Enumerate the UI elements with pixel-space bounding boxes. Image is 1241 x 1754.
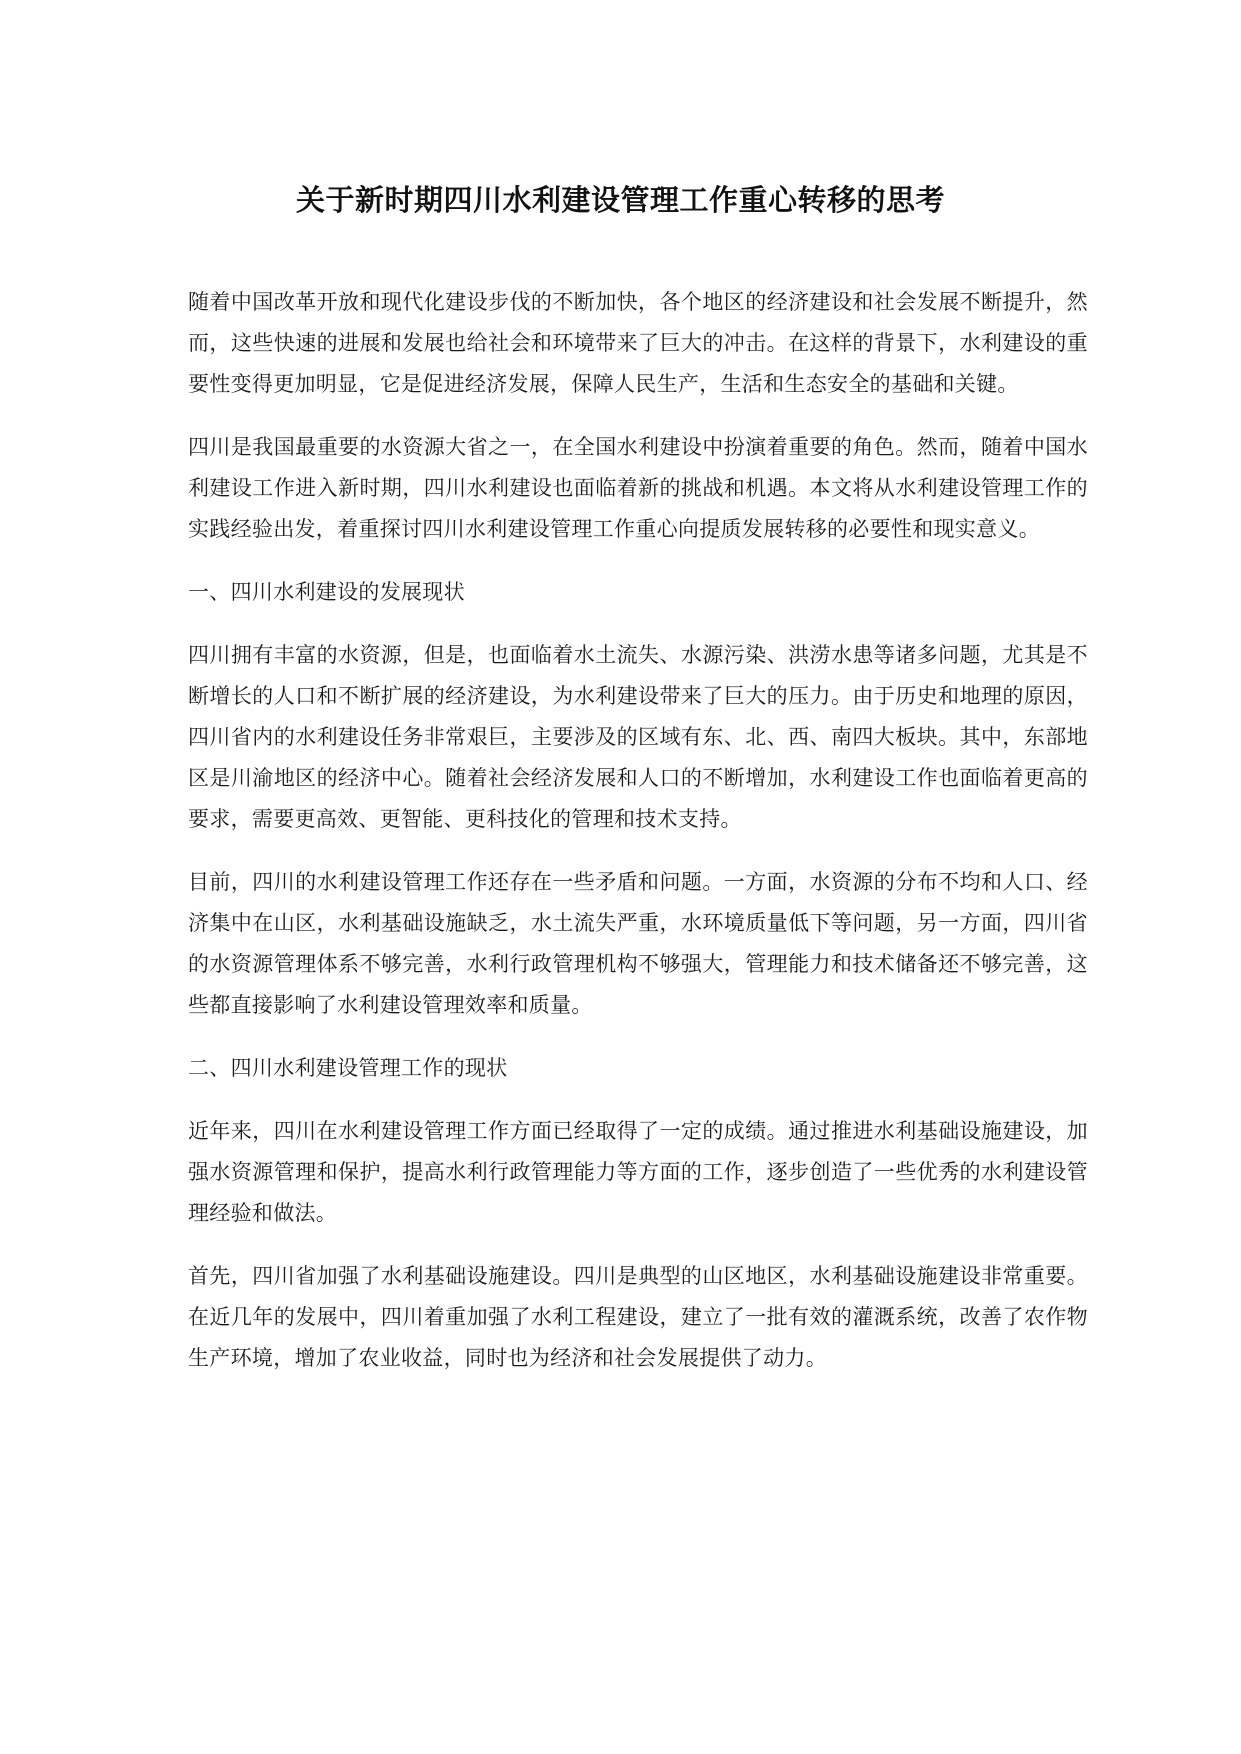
paragraph-sichuan-role: 四川是我国最重要的水资源大省之一，在全国水利建设中扮演着重要的角色。然而，随着中国水利建设工作进入新时期，四川水利建设也面临着新的挑战和机遇。本文将从水利建设管理工作的实践经验出发，着重探讨四川水利建设管理工作重心向提质发展转移的必要性和现实意义。 — [188, 435, 1088, 541]
paragraph-intro: 随着中国改革开放和现代化建设步伐的不断加快，各个地区的经济建设和社会发展不断提升，然而，这些快速的进展和发展也给社会和环境带来了巨大的冲击。在这样的背景下，水利建设的重要性变得更加明显，它是促进经济发展，保障人民生产，生活和生态安全的基础和关键。 — [188, 290, 1088, 396]
paragraph-problems: 目前，四川的水利建设管理工作还存在一些矛盾和问题。一方面，水资源的分布不均和人口、经济集中在山区，水利基础设施缺乏，水土流失严重，水环境质量低下等问题，另一方面，四川省的水资源管理体系不够完善，水利行政管理机构不够强大，管理能力和技术储备还不够完善，这些都直接影响了水利建设管理效率和质量。 — [188, 870, 1088, 1017]
paragraph-achievements: 近年来，四川在水利建设管理工作方面已经取得了一定的成绩。通过推进水利基础设施建设，加强水资源管理和保护，提高水利行政管理能力等方面的工作，逐步创造了一些优秀的水利建设管理经验和做法。 — [188, 1119, 1088, 1225]
section-heading-2: 二、四川水利建设管理工作的现状 — [188, 1056, 508, 1080]
section-heading-1: 一、四川水利建设的发展现状 — [188, 580, 465, 604]
document-body — [188, 282, 1088, 1401]
document-title: 关于新时期四川水利建设管理工作重心转移的思考 — [295, 183, 945, 217]
paragraph-resources: 四川拥有丰富的水资源，但是，也面临着水土流失、水源污染、洪涝水患等诸多问题，尤其是不断增长的人口和不断扩展的经济建设，为水利建设带来了巨大的压力。由于历史和地理的原因，四川省内的水利建设任务非常艰巨，主要涉及的区域有东、北、西、南四大板块。其中，东部地区是川渝地区的经济中心。随着社会经济发展和人口的不断增加，水利建设工作也面临着更高的要求，需要更高效、更智能、更科技化的管理和技术支持。 — [188, 643, 1088, 831]
paragraph-infrastructure: 首先，四川省加强了水利基础设施建设。四川是典型的山区地区，水利基础设施建设非常重要。在近几年的发展中，四川着重加强了水利工程建设，建立了一批有效的灌溉系统，改善了农作物生产环境，增加了农业收益，同时也为经济和社会发展提供了动力。 — [188, 1264, 1088, 1370]
